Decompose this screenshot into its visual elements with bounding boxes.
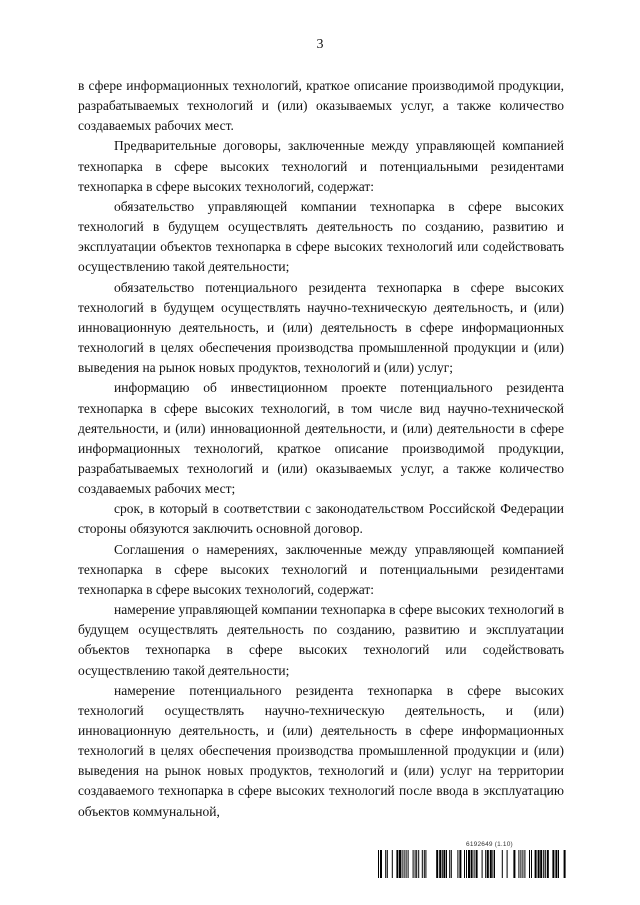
paragraph-term: срок, в который в соответствии с законодательством Российской Федерации стороны обязуются заключить основной договор. — [78, 501, 564, 537]
paragraph-resident-obligation: обязательство потенциального резидента технопарка в сфере высоких технологий в будущем осуществлять научно-техническую деятельность, и (или) инновационную деятельность, и (или) деятельность в сфере информационных технологий в целях обеспечения производства промышленной продукции и (или) выведения на рынок новых продуктов, технологий и (или) услуг; — [78, 279, 564, 376]
paragraph-intent-agreements: Соглашения о намерениях, заключенные между управляющей компанией технопарка в сфере высоких технологий и потенциальными резидентами технопарка в сфере высоких технологий, содержат: — [78, 541, 564, 597]
paragraph-company-obligation: обязательство управляющей компании технопарка в сфере высоких технологий в будущем осуществлять деятельность по созданию, развитию и эксплуатации объектов технопарка в сфере высоких технологий или содействовать осуществлению такой деятельности; — [78, 198, 564, 275]
document-body — [78, 76, 564, 822]
barcode — [378, 850, 566, 878]
paragraph-resident-intent: намерение потенциального резидента технопарка в сфере высоких технологий осуществлять научно-техническую деятельность, и (или) инновационную деятельность, и (или) деятельность в сфере информационных технологий в целях обеспечения производства промышленной продукции и (или) выведения на рынок новых продуктов, технологий и (или) услуг на территории создаваемого технопарка в сфере высоких технологий после ввода в эксплуатацию объектов коммунальной, — [78, 682, 564, 819]
paragraph-company-intent: намерение управляющей компании технопарка в сфере высоких технологий в будущем осуществлять деятельность по созданию, развитию и эксплуатации объектов технопарка в сфере высоких технологий или содействовать осуществлению такой деятельности; — [78, 602, 564, 678]
paragraph-continuation: в сфере информационных технологий, краткое описание производимой продукции, разрабатываемых технологий и (или) оказываемых услуг, а также количество создаваемых рабочих мест. — [78, 78, 564, 134]
paragraph-preliminary-agreements: Предварительные договоры, заключенные между управляющей компанией технопарка в сфере высоких технологий и потенциальными резидентами технопарка в сфере высоких технологий, содержат: — [78, 138, 564, 194]
paragraph-investment-info: информацию об инвестиционном проекте потенциального резидента технопарка в сфере высоких технологий, в том числе вид научно-технической деятельности, и (или) инновационной деятельности, и (или) деятельности в сфере информационных технологий, краткое описание производимой продукции, разрабатываемых технологий и (или) оказываемых услуг, а также количество создаваемых рабочих мест; — [78, 380, 564, 497]
page-number: 3 — [316, 37, 324, 52]
barcode-label: 6192649 (1.10) — [466, 841, 513, 848]
